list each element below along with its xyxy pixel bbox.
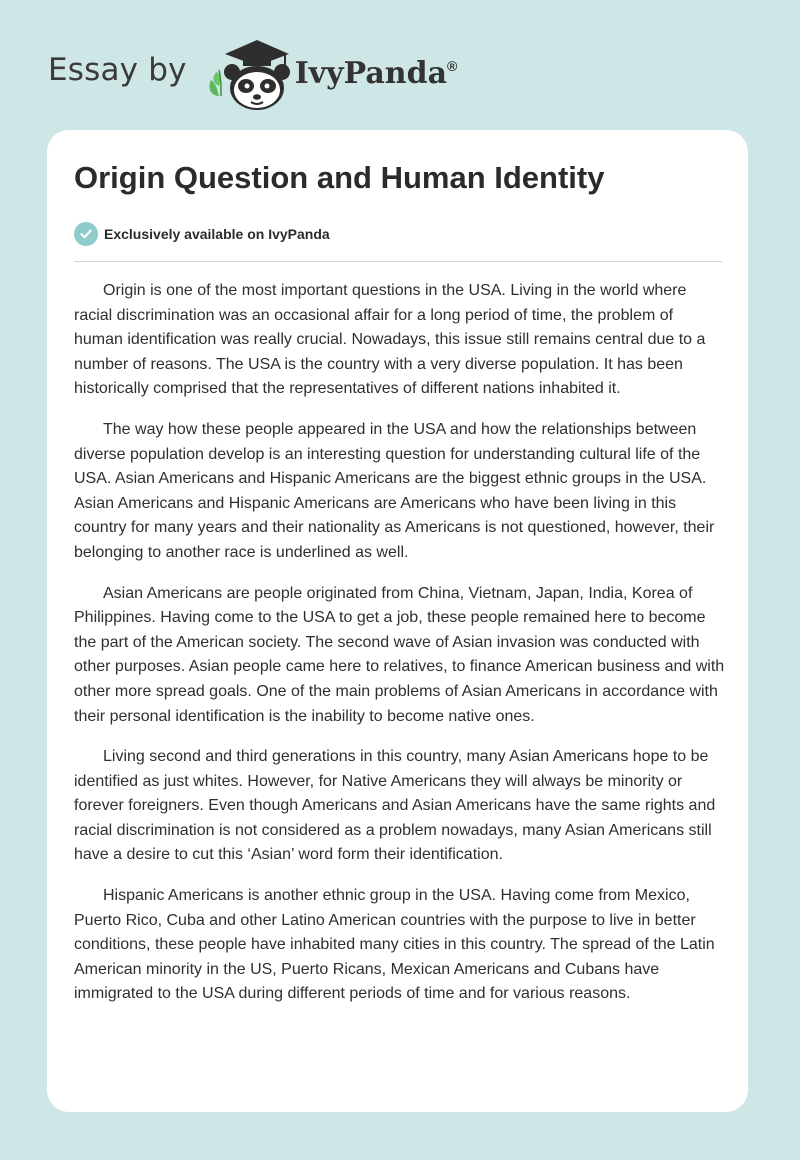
divider <box>74 261 722 262</box>
brand-text: IvyPanda <box>294 55 448 91</box>
essay-title: Origin Question and Human Identity <box>74 160 605 195</box>
check-circle-icon <box>74 222 98 246</box>
site-header <box>48 34 457 114</box>
registered-mark: ® <box>447 57 458 74</box>
paragraph: Hispanic Americans is another ethnic group in the USA. Having come from Mexico, Puerto Rico, Cuba and other Latino American countries with the purpose to live in better conditions, these people have inhabited many cities in this country. The spread of the Latin American minority in the US, Puerto Ricans, Mexican Americans and Cubans have immigrated to the USA during different periods of time and for various reasons. <box>74 887 715 1003</box>
paragraph: Asian Americans are people originated from China, Vietnam, Japan, India, Korea of Philippines. Having come to the USA to get a job, these people remained here to become the part of the American society. The second wave of Asian invasion was conducted with other purposes. Asian people came here to relatives, to finance American business and with other more spread goals. One of the main problems of Asian Americans in accordance with their personal identification is the inability to become native ones. <box>74 584 725 725</box>
paragraph: Origin is one of the most important questions in the USA. Living in the world where racial discrimination was an occasional affair for a long period of time, the problem of human identification was really crucial. Nowadays, this issue still remains central due to a number of reasons. The USA is the country with a very diverse population. It has been historically comprised that the representatives of different nations inhabited it. <box>74 282 706 398</box>
panda-logo-icon[interactable] <box>205 36 291 112</box>
leaf-icon <box>209 70 221 96</box>
brand-name[interactable] <box>295 56 458 91</box>
essay-body <box>74 279 726 1023</box>
essay-by-label: Essay by <box>48 52 187 88</box>
essay-card <box>47 130 748 1112</box>
exclusive-label: Exclusively available on IvyPanda <box>104 226 330 242</box>
exclusive-badge <box>74 222 330 246</box>
paragraph: The way how these people appeared in the USA and how the relationships between diverse population develop is an interesting question for understanding cultural life of the USA. Asian Americans and Hispanic Americans are the biggest ethnic groups in the USA. Asian Americans and Hispanic Americans are Americans who have been living in this country for many years and their nationality as Americans is not questioned, however, their belonging to another race is underlined as well. <box>74 420 715 561</box>
paragraph: Living second and third generations in this country, many Asian Americans hope to be identified as just whites. However, for Native Americans they will always be minority or forever foreigners. Even though Americans and Asian Americans have the same rights and racial discrimination is not considered as a problem nowadays, many Asian Americans still have a desire to cut this ‘Asian’ word form their identification. <box>74 748 716 864</box>
